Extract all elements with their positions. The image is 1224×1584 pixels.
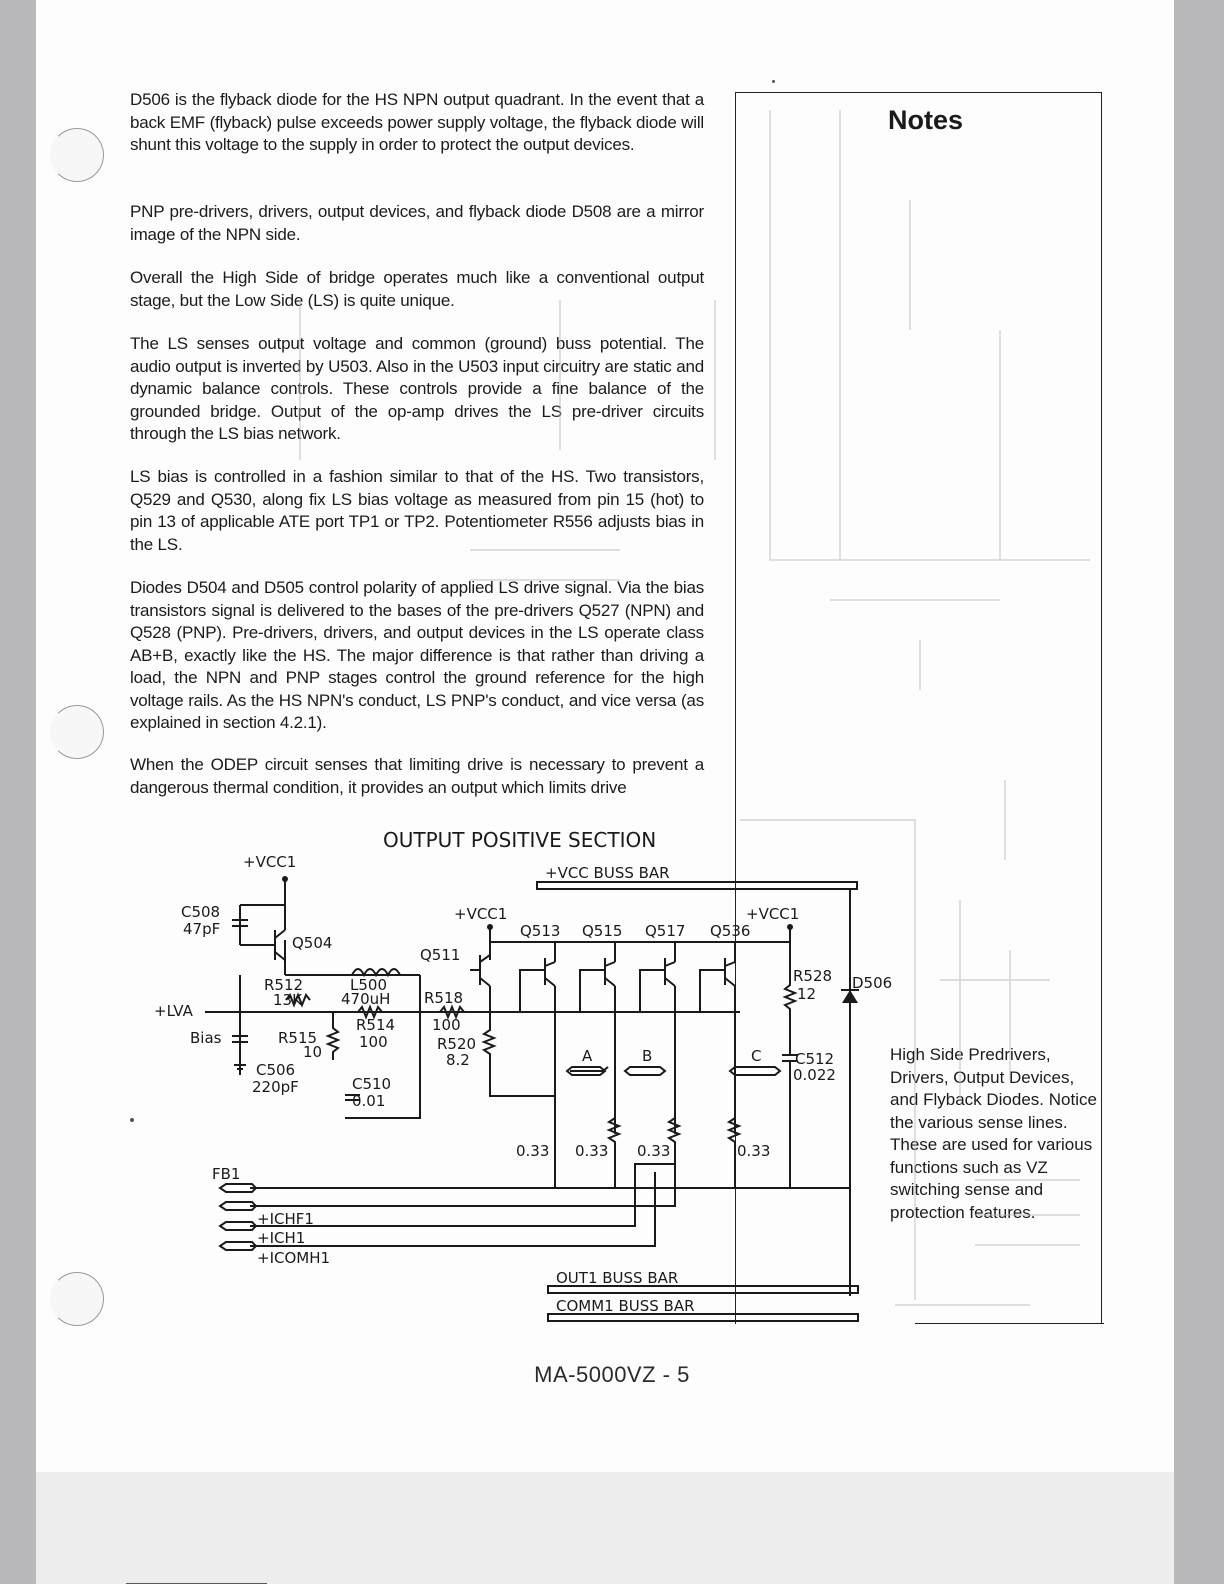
r528-label: R528: [793, 967, 833, 985]
tap-c-label: C: [751, 1047, 762, 1065]
c512-value: 0.022: [793, 1066, 836, 1084]
paragraph-pnp-mirror: PNP pre-drivers, drivers, output devices, and flyback diode D508 are a mirror image of the NPN side.: [130, 202, 704, 244]
comm1-buss-bar-label: COMM1 BUSS BAR: [556, 1297, 695, 1315]
comm1-buss-bar: [548, 1314, 858, 1321]
r528-value: 12: [797, 985, 817, 1003]
out1-buss-bar-label: OUT1 BUSS BAR: [556, 1269, 679, 1287]
bleed-through: [300, 110, 1090, 1305]
tap-b-connector: [625, 1067, 665, 1075]
vcc1-mid-label: +VCC1: [454, 905, 508, 923]
d506-label: D506: [852, 974, 893, 992]
out1-buss-bar: [548, 1286, 858, 1293]
r514-value: 100: [359, 1033, 388, 1051]
r512-label: R512: [264, 976, 304, 994]
ichf1-label: +ICHF1: [257, 1210, 314, 1228]
fb1-label: FB1: [212, 1165, 241, 1183]
paragraph-ls-bias: LS bias is controlled in a fashion similar to that of the HS. Two transistors, Q529 and Q530, along fix LS bias voltage as measured from pin 15 (hot) to pin 13 of applicable ATE port TP1 or TP2. Potentiometer R556 adjusts bias in the LS.: [130, 467, 704, 554]
l500-value: 470uH: [341, 990, 391, 1008]
page-footer: MA-5000VZ - 5: [534, 1362, 690, 1387]
r515-resistor: [328, 1012, 338, 1060]
paragraph-high-side: Overall the High Side of bridge operates much like a conventional output stage, but the Low Side (LS) is quite unique.: [130, 268, 704, 310]
paragraph-ls-senses: The LS senses output voltage and common (ground) buss potential. The audio output is inverted by U503. Also in the U503 input circuitry are static and dynamic balance controls. These controls provide a fine balance of the grounded bridge. Output of the op-amp drives the LS pre-driver circuits through the LS bias network.: [130, 334, 704, 443]
q513-label: Q513: [520, 922, 561, 940]
bias-label: Bias: [190, 1029, 222, 1047]
c510-value: 0.01: [352, 1092, 386, 1110]
tap-c-connector: [730, 1067, 780, 1075]
q515-label: Q515: [582, 922, 623, 940]
r514-label: R514: [356, 1016, 396, 1034]
vcc-buss-bar-label: +VCC BUSS BAR: [545, 864, 670, 882]
r518-value: 100: [432, 1016, 461, 1034]
emitter-resistor-4-value: 0.33: [737, 1142, 771, 1160]
vcc1-left-label: +VCC1: [243, 853, 297, 871]
emitter-resistor-2-value: 0.33: [575, 1142, 609, 1160]
r520-label: R520: [437, 1035, 477, 1053]
vcc1-right-label: +VCC1: [746, 905, 800, 923]
notes-title: Notes: [888, 105, 964, 135]
r518-label: R518: [424, 989, 464, 1007]
r520-value: 8.2: [446, 1051, 470, 1069]
q517-label: Q517: [645, 922, 686, 940]
vcc-buss-bar: [537, 882, 857, 889]
r520-resistor: [484, 1012, 555, 1096]
q511-label: Q511: [420, 946, 461, 964]
c508-label: C508: [181, 903, 221, 921]
schematic-title: OUTPUT POSITIVE SECTION: [383, 828, 657, 852]
c510-label: C510: [352, 1075, 392, 1093]
c506-value: 220pF: [252, 1078, 299, 1096]
output-transistors: [490, 942, 740, 1134]
q504-label: Q504: [292, 934, 333, 952]
paragraph-diodes-polarity: Diodes D504 and D505 control polarity of applied LS drive signal. Via the bias transistors signal is delivered to the bases of the pre-drivers Q527 (NPN) and Q528 (PNP). Pre-drivers, drivers, and output devices in the LS operate class AB+B, exactly like the HS. The major difference is that rather than driving a load, the NPN and PNP stages control the ground reference for the high voltage rails. As the HS NPN's conduct, LS PNP's conduct, and vice versa (as explained in section 4.2.1).: [130, 578, 704, 732]
sense-lines: [250, 1164, 850, 1246]
c508-value: 47pF: [183, 920, 221, 938]
tap-a-label: A: [582, 1047, 593, 1065]
schematic-caption: High Side Predrivers, Drivers, Output Devices, and Flyback Diodes. Notice the various sense lines. These are used for various functions such as VZ switching sense and protection features.: [890, 1045, 1097, 1222]
paragraph-odep: When the ODEP circuit senses that limiting drive is necessary to prevent a dangerous thermal condition, it provides an output which limits drive: [130, 755, 704, 797]
sense-line-connectors: [220, 1184, 256, 1250]
emitter-resistor-3-value: 0.33: [637, 1142, 671, 1160]
q536-label: Q536: [710, 922, 751, 940]
ich1-label: +ICH1: [257, 1229, 306, 1247]
c512-label: C512: [795, 1050, 835, 1068]
r515-value: 10: [303, 1043, 323, 1061]
paragraph-flyback-diode: D506 is the flyback diode for the HS NPN output quadrant. In the event that a back EMF (flyback) pulse exceeds power supply voltage, the flyback diode will shunt this voltage to the supply in order to protect the output devices.: [130, 90, 704, 154]
tap-b-label: B: [642, 1047, 653, 1065]
tap-a-connector: [567, 1067, 608, 1075]
lva-label: +LVA: [154, 1002, 193, 1020]
c506-label: C506: [256, 1061, 296, 1079]
emitter-resistor-1-value: 0.33: [516, 1142, 550, 1160]
icomh1-label: +ICOMH1: [257, 1249, 331, 1267]
r515-label: R515: [278, 1029, 318, 1047]
l500-label: L500: [350, 976, 387, 994]
q511-transistor: [470, 927, 490, 1012]
r512-value: 13K: [273, 991, 302, 1009]
